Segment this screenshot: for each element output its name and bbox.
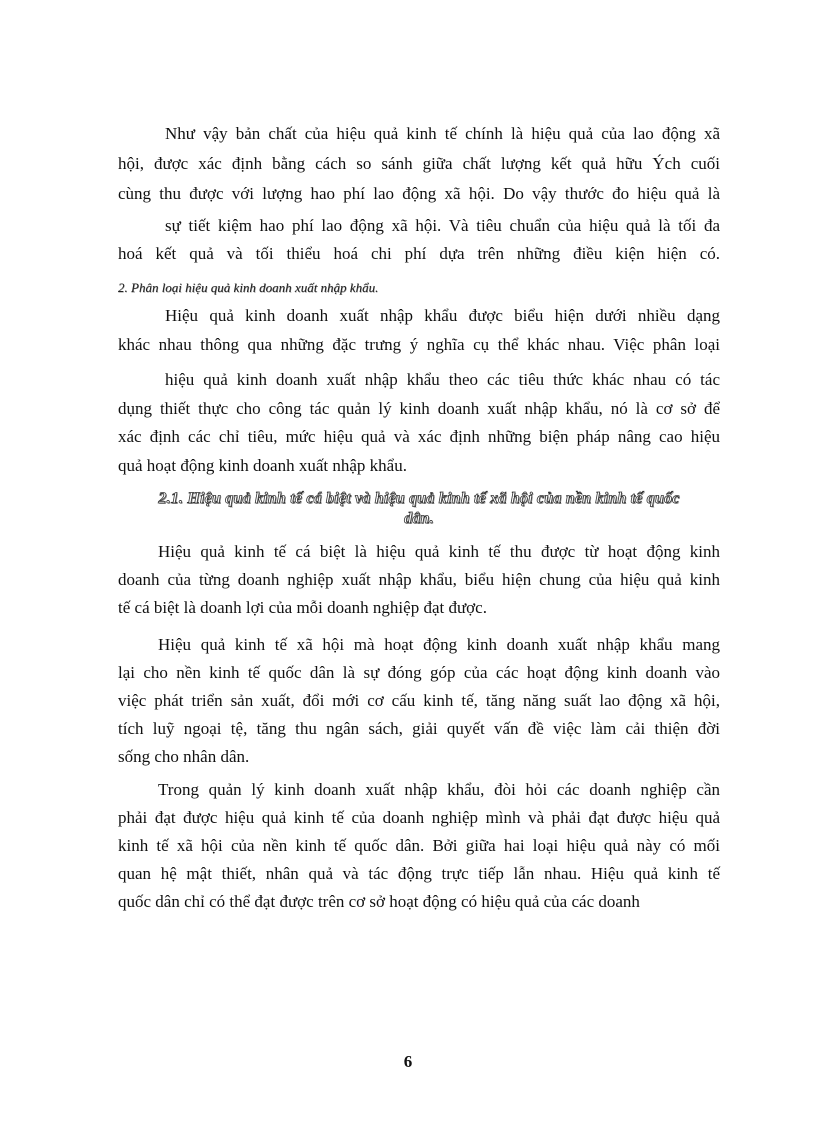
- paragraph-2-line-5: xác định các chỉ tiêu, mức hiệu quả và xác định những biện pháp nâng cao hiệu: [118, 427, 720, 446]
- paragraph-1-line-5: hoá kết quả và tối thiểu hoá chi phí dựa trên những điều kiện hiện có.: [118, 244, 720, 263]
- paragraph-2-line-2: khác nhau thông qua những đặc trưng ý nghĩa cụ thể khác nhau. Việc phân loại: [118, 335, 720, 354]
- paragraph-4-line-5: sống cho nhân dân.: [118, 747, 250, 766]
- paragraph-1-line-1: Như vậy bản chất của hiệu quả kinh tế chính là hiệu quả của lao động xã: [165, 124, 720, 143]
- paragraph-3-line-3: tế cá biệt là doanh lợi của mỗi doanh nghiệp đạt được.: [118, 598, 487, 617]
- paragraph-4-line-4: tích luỹ ngoại tệ, tăng thu ngân sách, giải quyết vấn đề việc làm cải thiện đời: [118, 719, 720, 738]
- paragraph-3-line-2: doanh của từng doanh nghiệp xuất nhập khẩu, biểu hiện chung của hiệu quả kinh: [118, 570, 720, 589]
- section-heading-2-1-line-1: 2.1. Hiệu quả kinh tế cá biệt và hiệu quả kinh tế xã hội của nền kinh tế quốc: [158, 490, 680, 507]
- page-number: 6: [403, 1052, 413, 1071]
- paragraph-4-line-2: lại cho nền kinh tế quốc dân là sự đóng góp của các hoạt động kinh doanh vào: [118, 663, 720, 682]
- paragraph-2-line-4: dụng thiết thực cho công tác quản lý kinh doanh xuất nhập khẩu, nó là cơ sở để: [118, 399, 720, 418]
- paragraph-1-line-3: cùng thu được với lượng hao phí lao động xã hội. Do vậy thước đo hiệu quả là: [118, 184, 720, 203]
- paragraph-5-line-5: quốc dân chỉ có thể đạt được trên cơ sở hoạt động có hiệu quả của các doanh: [118, 892, 640, 911]
- paragraph-4-line-1: Hiệu quả kinh tế xã hội mà hoạt động kinh doanh xuất nhập khẩu mang: [158, 635, 720, 654]
- paragraph-1-line-2: hội, được xác định bằng cách so sánh giữa chất lượng kết quả hữu Ých cuối: [118, 154, 720, 173]
- paragraph-1-line-4: sự tiết kiệm hao phí lao động xã hội. Và tiêu chuẩn của hiệu quả là tối đa: [165, 216, 720, 235]
- paragraph-2-line-3: hiệu quả kinh doanh xuất nhập khẩu theo các tiêu thức khác nhau có tác: [165, 370, 720, 389]
- paragraph-2-line-1: Hiệu quả kinh doanh xuất nhập khẩu được biểu hiện dưới nhiều dạng: [165, 306, 720, 325]
- paragraph-5-line-2: phải đạt được hiệu quả kinh tế của doanh nghiệp mình và phải đạt được hiệu quả: [118, 808, 720, 827]
- paragraph-5-line-3: kinh tế xã hội của nền kinh tế quốc dân. Bởi giữa hai loại hiệu quả này có mối: [118, 836, 720, 855]
- paragraph-5-line-1: Trong quản lý kinh doanh xuất nhập khẩu, đòi hỏi các doanh nghiệp cần: [158, 780, 720, 799]
- paragraph-3-line-1: Hiệu quả kinh tế cá biệt là hiệu quả kinh tế thu được từ hoạt động kinh: [158, 542, 720, 561]
- section-heading-2: 2. Phân loại hiệu quả kinh doanh xuất nhập khẩu.: [118, 280, 379, 295]
- section-heading-2-1-line-2: dân.: [404, 510, 434, 527]
- paragraph-4-line-3: việc phát triển sản xuất, đổi mới cơ cấu kinh tế, tăng năng suất lao động xã hội,: [118, 691, 720, 710]
- paragraph-5-line-4: quan hệ mật thiết, nhân quả và tác động trực tiếp lẫn nhau. Hiệu quả kinh tế: [118, 864, 720, 883]
- paragraph-2-line-6: quả hoạt động kinh doanh xuất nhập khẩu.: [118, 456, 407, 475]
